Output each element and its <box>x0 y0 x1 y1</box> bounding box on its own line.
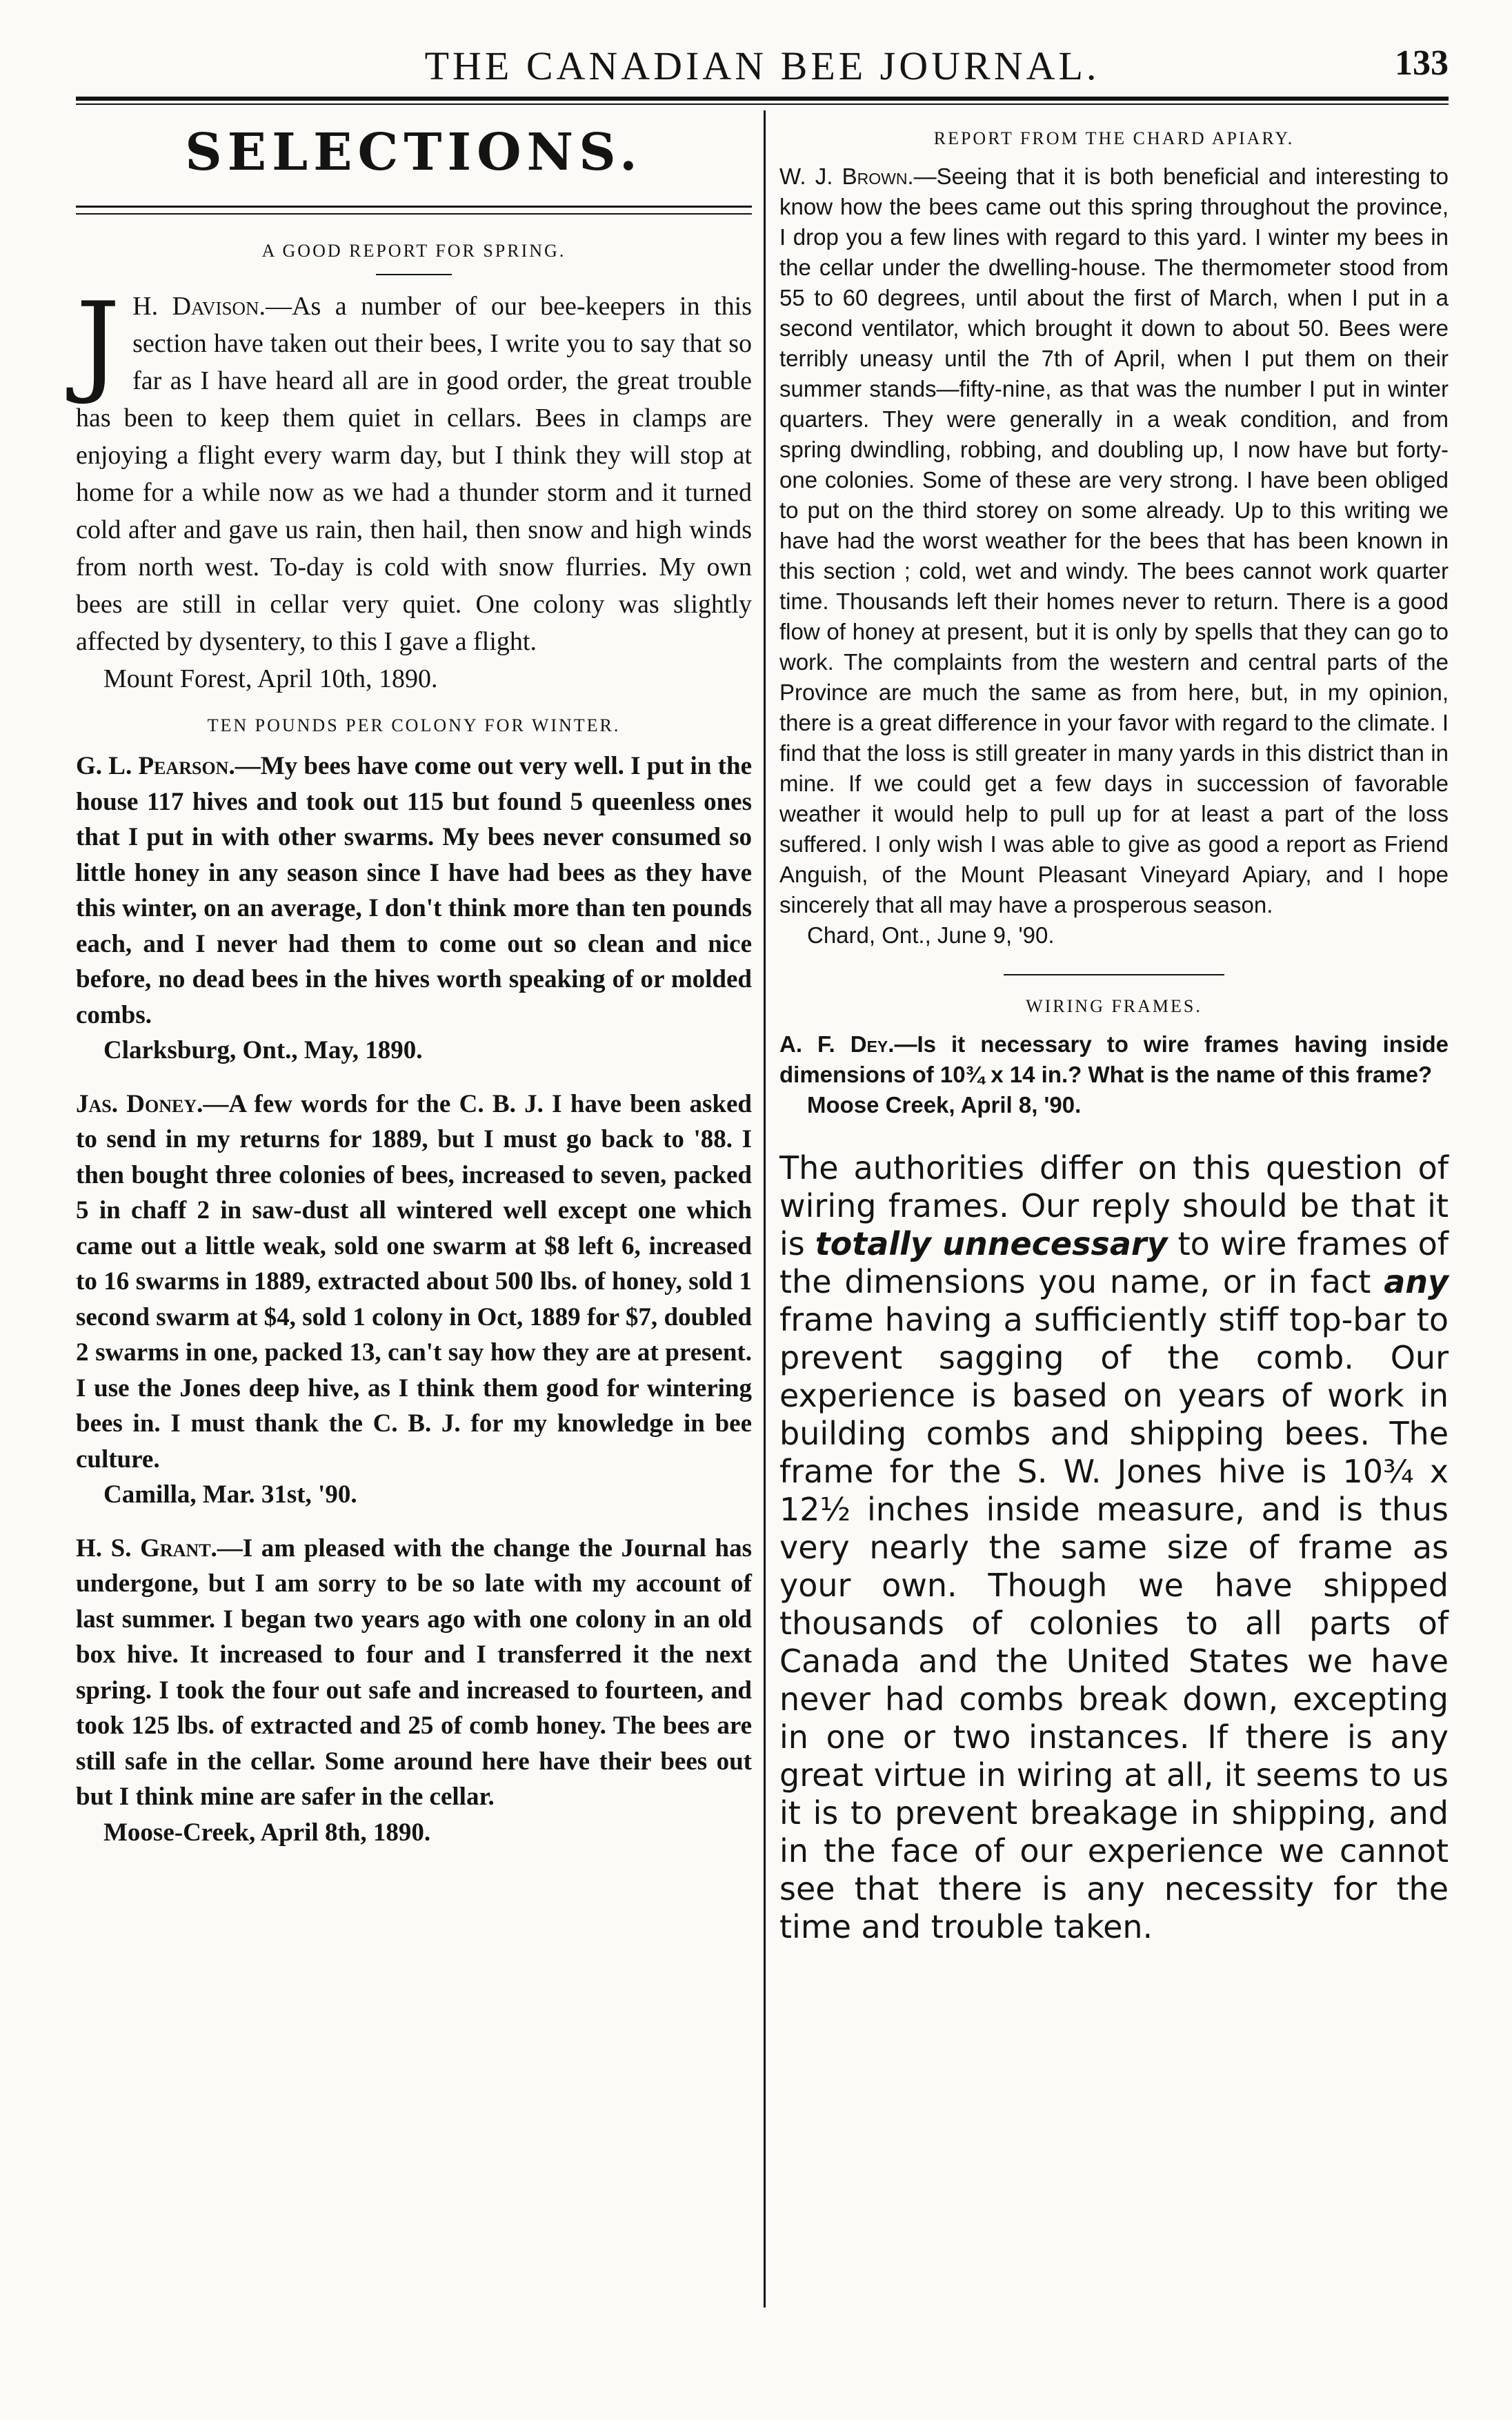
journal-title: THE CANADIAN BEE JOURNAL. <box>424 43 1100 88</box>
answer-text: The authorities differ on this question of wiring frames. Our reply should be that it is <box>779 1149 1449 1262</box>
answer-text: to wire frames of the dimensions you name, or in fact <box>779 1225 1449 1300</box>
article-wiring-frames <box>779 996 1449 1946</box>
heading-rule <box>376 274 452 275</box>
article-signature: Camilla, Mar. 31st, '90. <box>103 1480 357 1509</box>
article-text: —Seeing that it is both beneficial and interesting to know how the bees came out this spring throughout the province, I drop you a few lines with regard to this yard. I winter my bees in the cellar under the dwelling-house. The thermometer stood from 55 to 60 degrees, until about the first of March, when I put in a second ventilator, which brought it down to about 50. Bees were terribly uneasy until the 7th of April, when I put them on their summer stands—fifty-nine, as that was the number I put in winter quarters. They were generally in a weak condition, and from spring dwindling, robbing, and doubling up, I now have but forty-one colonies. Some of these are very strong. I have been obliged to put on the third storey on some already. Up to this writing we have had the worst weather for the bees that has been known in this section ; cold, wet and windy. The bees cannot work quarter time. Thousands left their homes never to return. There is a good flow of honey at present, but it is only by spells that they can go to work. The complaints from the western and central parts of the Province are much the same as from here, but, in my opinion, there is a great difference in your favor with regard to the climate. I find that the loss is still greater in many yards in this district than in mine. If we could get a few days in succession of favorable weather it would help to pull up for at least a part of the loss suffered. I only wish I was able to give as good a report as Friend Anguish, of the Mount Pleasant Vineyard Apiary, and I hope sincerely that all may have a prosperous season. <box>779 163 1449 918</box>
page-number: 133 <box>1395 43 1449 83</box>
article-text: —I am pleased with the change the Journal has undergone, but I am sorry to be so late with my account of last summer. I began two years ago with one colony in an old box hive. It increased to four and I transferred it the next spring. I took the four out safe and increased to fourteen, and took 125 lbs. of extracted and 25 of comb honey. The bees are still safe in the cellar. Some around here have their bees out but I think mine are safer in the cellar. <box>76 1534 752 1811</box>
article-body <box>779 161 1449 920</box>
article-grant <box>76 1531 752 1851</box>
article-heading: REPORT FROM THE CHARD APIARY. <box>933 128 1295 148</box>
right-column <box>779 123 1449 1946</box>
article-text: —A few words for the C. B. J. I have been asked to send in my returns for 1889, but I must go back to '88. I then bought three colonies of bees, increased to seven, packed 5 in chaff 2 in saw-dust all wintered well except one which came out a little weak, sold one swarm at $8 left 6, increased to 16 swarms in 1889, extracted about 500 lbs. of honey, sold 1 second swarm at $4, sold 1 colony in Oct, 1889 for $7, doubled 2 swarms in one, packed 13, can't say how they are at present. I use the Jones deep hive, as I think them good for wintering bees in. I must thank the C. B. J. for my knowledge in bee culture. <box>76 1089 752 1474</box>
answer-text: frame having a sufficiently stiff top-bar to prevent sagging of the comb. Our experience is based on years of work in building combs and shipping bees. The frame for the S. W. Jones hive is 10¾ x 12½ inches inside measure, and is thus very nearly the same size of frame as your own. Though we have shipped thousands of colonies to all parts of Canada and the United States we have never had combs break down, excepting in one or two instances. If there is any great virtue in wiring at all, it seems to us it is to prevent breakage in shipping, and in the face of our experience we cannot see that there is any necessity for the time and trouble taken. <box>779 1301 1449 1945</box>
article-heading: A GOOD REPORT FOR SPRING. <box>261 241 566 261</box>
page-header <box>76 43 1449 98</box>
section-title: SELECTIONS. <box>185 123 643 182</box>
article-chard-apiary <box>779 128 1449 951</box>
query-text: —Is it necessary to wire frames having inside dimensions of 10¾ x 14 in.? What is the name of this frame? <box>779 1031 1449 1087</box>
article-author: Jas. Doney. <box>76 1089 203 1118</box>
article-signature: Clarksburg, Ont., May, 1890. <box>103 1036 423 1064</box>
article-body <box>76 278 753 660</box>
article-heading: TEN POUNDS PER COLONY FOR WINTER. <box>207 715 621 735</box>
article-heading: WIRING FRAMES. <box>1026 996 1202 1016</box>
column-divider <box>764 110 766 2308</box>
article-author: H. Davison. <box>132 292 266 321</box>
article-body <box>76 1087 752 1478</box>
article-author: W. J. Brown. <box>779 163 914 189</box>
article-good-report <box>76 241 752 697</box>
article-signature: Moose-Creek, April 8th, 1890. <box>103 1818 431 1847</box>
query-signature: Moose Creek, April 8, '90. <box>807 1092 1082 1118</box>
article-separator <box>1004 974 1224 975</box>
answer-emphasis: totally unnecessary <box>815 1225 1168 1262</box>
left-column <box>76 123 752 1868</box>
editor-answer <box>779 1149 1449 1946</box>
article-body <box>76 748 752 1033</box>
query-body <box>779 1029 1449 1090</box>
article-author: H. S. Grant. <box>76 1534 217 1563</box>
article-body <box>76 1531 752 1815</box>
drop-cap: J <box>76 278 121 407</box>
article-doney <box>76 1087 752 1513</box>
article-text: —My bees have come out very well. I put in the house 117 hives and took out 115 but found 5 queenless ones that I put in with other swarms. My bees never consumed so little honey in any season since I have had bees as they have this winter, on an average, I don't think more than ten pounds each, and I never had them to come out so clean and nice before, no dead bees in the hives worth speaking of or molded combs. <box>76 752 752 1029</box>
article-text: —As a number of our bee-keepers in this section have taken out their bees, I write you to say that so far as I have heard all are in good order, the great trouble has been to keep them quiet in cellars. Bees in clamps are enjoying a flight every warm day, but I think they will stop at home for a while now as we had a thunder storm and it turned cold after and gave us rain, then hail, then snow and high winds from north west. To-day is cold with snow flurries. My own bees are still in cellar very quiet. One colony was slightly affected by dysentery, to this I gave a flight. <box>76 292 753 656</box>
article-ten-pounds <box>76 715 752 1069</box>
section-rule <box>76 206 752 215</box>
article-signature: Mount Forest, April 10th, 1890. <box>103 664 438 693</box>
article-signature: Chard, Ont., June 9, '90. <box>807 922 1055 948</box>
header-rule <box>76 97 1449 101</box>
answer-emphasis: any <box>1384 1263 1449 1300</box>
header-rule-thin <box>76 103 1449 105</box>
query-author: A. F. Dey. <box>779 1031 895 1057</box>
article-author: G. L. Pearson. <box>76 752 235 780</box>
